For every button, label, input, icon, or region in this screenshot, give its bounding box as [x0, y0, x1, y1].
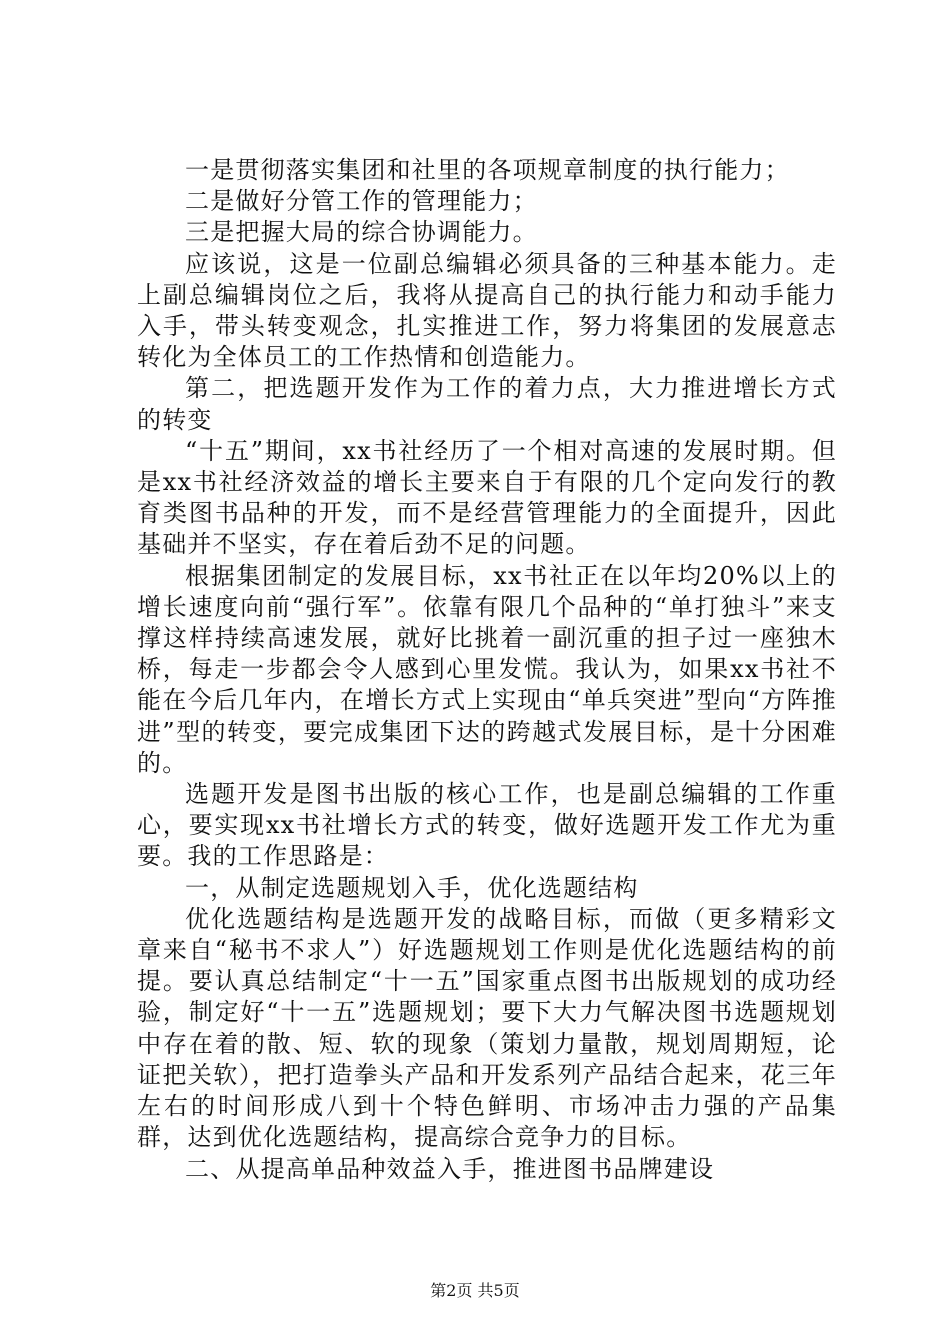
- subheading-2: 二、从提高单品种效益入手，推进图书品牌建设: [185, 1154, 715, 1183]
- paragraph-7: 根据集团制定的发展目标，xx书社正在以年均20%以上的增长速度向前“强行军”。依靠有限几个品种的“单打独斗”来支撑这样持续高速发展，就好比挑着一副沉重的担子过一座独木桥，每走一步都会令人感到心里发慌。我认为，如果xx书社不能在今后几年内，在增长方式上实现由“单兵突进”型向“方阵推进”型的转变，要完成集团下达的跨越式发展目标，是十分困难的。: [137, 561, 837, 777]
- paragraph-4: 应该说，这是一位副总编辑必须具备的三种基本能力。走上副总编辑岗位之后，我将从提高自己的执行能力和动手能力入手，带头转变观念，扎实推进工作，努力将集团的发展意志转化为全体员工的工作热情和创造能力。: [137, 249, 837, 372]
- section-heading-2: 第二，把选题开发作为工作的着力点，大力推进增长方式的转变: [137, 374, 837, 434]
- paragraph-6: “十五”期间，xx书社经历了一个相对高速的发展时期。但是xx书社经济效益的增长主要来自于有限的几个定向发行的教育类图书品种的开发，而不是经营管理能力的全面提升，因此基础并不坚实，存在着后劲不足的问题。: [137, 436, 837, 559]
- paragraph-1: 一是贯彻落实集团和社里的各项规章制度的执行能力；: [185, 156, 790, 184]
- paragraph-8: 选题开发是图书出版的核心工作，也是副总编辑的工作重心，要实现xx书社增长方式的转变，做好选题开发工作尤为重要。我的工作思路是：: [137, 780, 837, 871]
- subheading-1: 一，从制定选题规划入手，优化选题结构: [185, 873, 639, 902]
- page-number-footer: 第2页 共5页: [430, 1281, 520, 1300]
- paragraph-2: 二是做好分管工作的管理能力；: [185, 187, 538, 216]
- paragraph-10: 优化选题结构是选题开发的战略目标，而做（更多精彩文章来自“秘书不求人”）好选题规划工作则是优化选题结构的前提。要认真总结制定“十一五”国家重点图书出版规划的成功经验，制定好“十一五”选题规划；要下大力气解决图书选题规划中存在着的散、短、软的现象（策划力量散，规划周期短，论证把关软），把打造拳头产品和开发系列产品结合起来，花三年左右的时间形成八到十个特色鲜明、市场冲击力强的产品集群，达到优化选题结构，提高综合竞争力的目标。: [137, 904, 837, 1152]
- paragraph-3: 三是把握大局的综合协调能力。: [185, 218, 538, 247]
- document-body: [137, 155, 837, 1185]
